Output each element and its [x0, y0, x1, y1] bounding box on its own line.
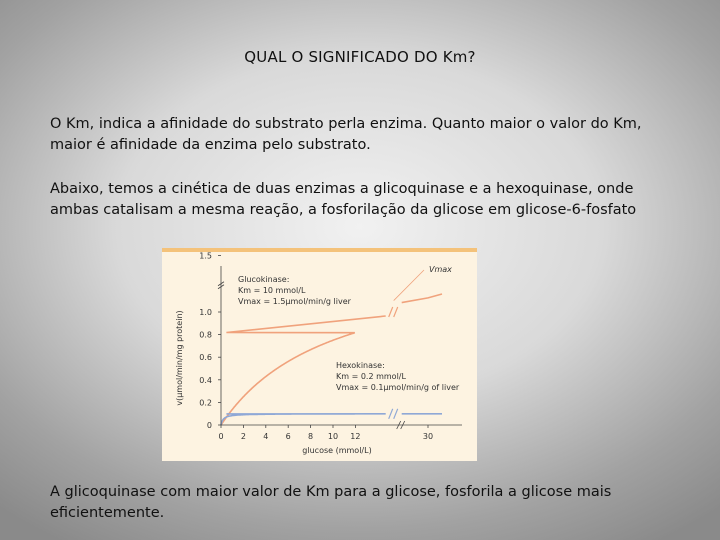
x-tick-label: 10: [327, 432, 339, 441]
hexokinase-annotation-km: Km = 0.2 mmol/L: [336, 372, 406, 381]
glucokinase-annotation-km: Km = 10 mmol/L: [238, 286, 306, 295]
y-tick-label: 0.6: [199, 353, 212, 363]
x-tick-label: 8: [308, 432, 314, 441]
slide-title: QUAL O SIGNIFICADO DO Km?: [244, 48, 476, 66]
y-tick-label: 0.4: [199, 375, 212, 385]
vmax-pointer: [394, 270, 424, 301]
kinetics-chart: [162, 248, 477, 461]
vmax-label: Vmax: [429, 265, 452, 274]
x-tick-label: 30: [422, 432, 434, 441]
x-tick-label: 4: [263, 432, 269, 441]
y-tick-label: 0: [206, 421, 212, 430]
y-tick-label: 0.2: [199, 398, 212, 408]
paragraph-conclusion: A glicoquinase com maior valor de Km para a glicose, fosforila a glicose mais eficientemente.: [50, 484, 612, 521]
glucokinase-curve: [221, 316, 386, 425]
paragraph-km-definition: O Km, indica a afinidade do substrato perla enzima. Quanto maior o valor do Km, maior é afinidade da enzima pelo substrato.: [50, 116, 642, 153]
glucokinase-curve-after-break: [402, 294, 442, 303]
kinetics-chart-svg: [162, 248, 477, 461]
hexokinase-curve-break: [394, 409, 398, 419]
paragraph-enzyme-kinetics: Abaixo, temos a cinética de duas enzimas a glicoquinase e a hexoquinase, onde ambas catalisam a mesma reação, a fosforilação da glicose em glicose-6-fosfato: [50, 181, 637, 218]
x-tick-label: 6: [285, 432, 291, 441]
glucokinase-annotation-vmax: Vmax = 1.5μmol/min/g liver: [238, 297, 351, 306]
y-tick-label: 1.0: [199, 308, 212, 317]
glucokinase-curve-break: [389, 307, 393, 317]
glucokinase-curve-break: [394, 307, 398, 317]
hexokinase-annotation-vmax: Vmax = 0.1μmol/min/g of liver: [336, 383, 460, 392]
hexokinase-curve: [221, 414, 386, 425]
hexokinase-annotation-title: Hexokinase:: [336, 361, 385, 370]
hexokinase-curve-break: [389, 409, 393, 419]
x-axis-label: glucose (mmol/L): [302, 446, 372, 455]
y-tick-label: 1.5: [199, 251, 212, 261]
y-axis-label: v(μmol/min/mg protein): [175, 310, 184, 406]
x-tick-label: 2: [240, 432, 246, 441]
glucokinase-annotation-title: Glucokinase:: [238, 275, 290, 284]
y-tick-label: 0.8: [199, 330, 212, 340]
x-tick-label: 12: [350, 432, 361, 441]
x-tick-label: 0: [218, 432, 224, 441]
